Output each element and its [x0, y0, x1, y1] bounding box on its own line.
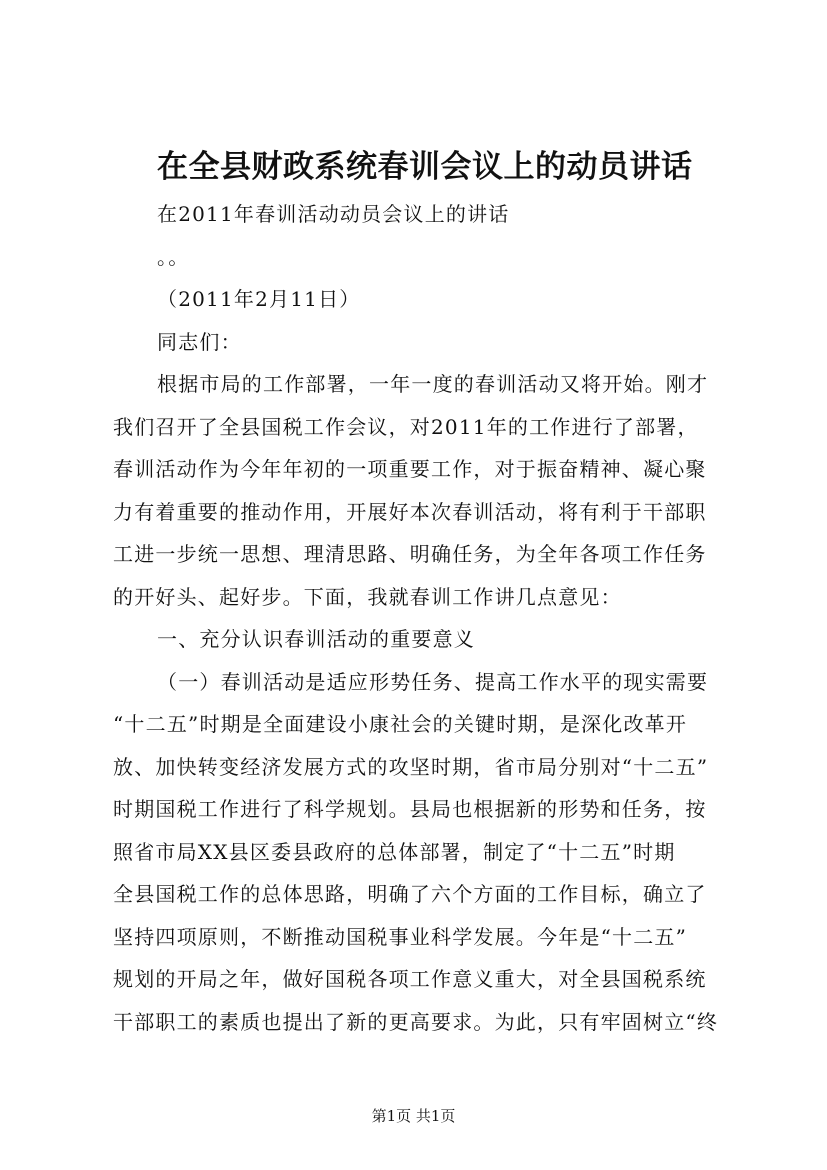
paragraph-line: 干部职工的素质也提出了新的更高要求。为此，只有牢固树立“终	[113, 1010, 719, 1034]
document-title: 在全县财政系统春训会议上的动员讲话	[157, 149, 693, 185]
paragraph-line: 坚持四项原则，不断推动国税事业科学发展。今年是“十二五”	[113, 925, 688, 949]
paragraph-line: 力有着重要的推动作用，开展好本次春训活动，将有利于干部职	[113, 500, 707, 524]
paragraph-line: 全县国税工作的总体思路，明确了六个方面的工作目标，确立了	[113, 882, 707, 906]
subtitle-line: 在2011年春训活动动员会议上的讲话	[157, 202, 510, 226]
paragraph-line: 规划的开局之年，做好国税各项工作意义重大，对全县国税系统	[113, 967, 707, 991]
subsection-heading: （一）春训活动是适应形势任务、提高工作水平的现实需要	[157, 670, 709, 694]
paragraph-line: 照省市局XX县区委县政府的总体部署，制定了“十二五”时期	[113, 840, 676, 864]
date-line: （2011年2月11日）	[157, 287, 361, 311]
paragraph-line: 工进一步统一思想、理清思路、明确任务，为全年各项工作任务	[113, 542, 707, 566]
paragraph-line: 时期国税工作进行了科学规划。县局也根据新的形势和任务，按	[113, 797, 707, 821]
paragraph-line: 春训活动作为今年年初的一项重要工作，对于振奋精神、凝心聚	[113, 457, 707, 481]
salutation-line: 同志们：	[157, 330, 242, 354]
paragraph-line: 放、加快转变经济发展方式的攻坚时期，省市局分别对“十二五”	[113, 755, 709, 779]
paragraph-line: “十二五”时期是全面建设小康社会的关键时期，是深化改革开	[113, 712, 688, 736]
page-number-footer: 第1页 共1页	[371, 1107, 456, 1125]
paragraph-line: 我们召开了全县国税工作会议，对2011年的工作进行了部署，	[113, 415, 699, 439]
paragraph-line: 根据市局的工作部署，一年一度的春训活动又将开始。刚才	[157, 372, 709, 396]
section-heading: 一、充分认识春训活动的重要意义	[157, 627, 475, 651]
paragraph-line: 的开好头、起好步。下面，我就春训工作讲几点意见：	[113, 585, 622, 609]
body-line: 。。	[157, 245, 190, 269]
